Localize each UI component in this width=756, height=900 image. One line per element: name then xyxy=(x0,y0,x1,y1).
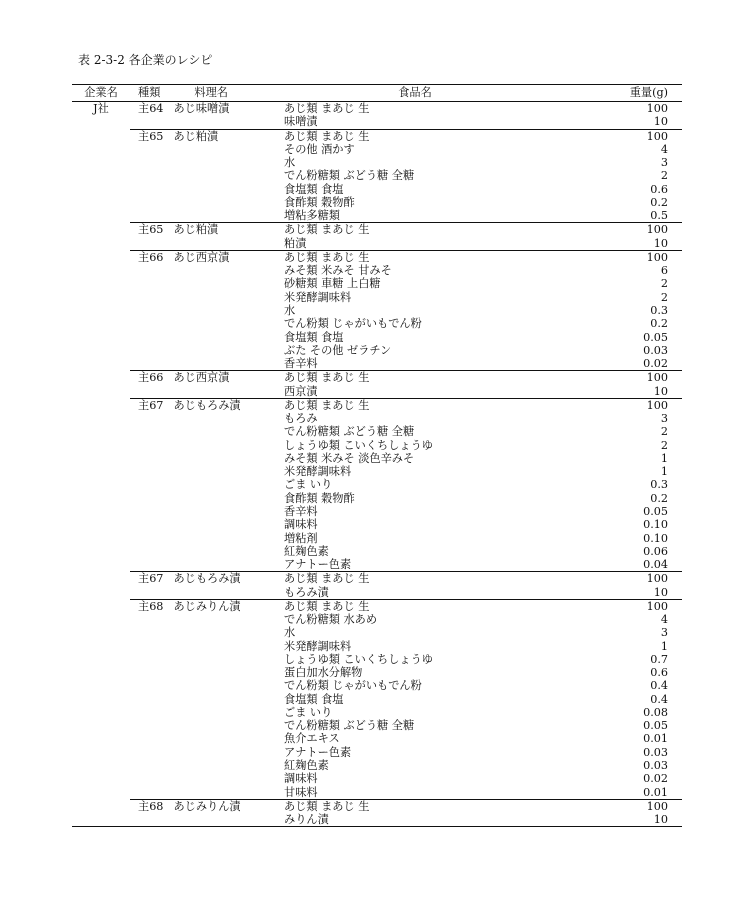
food-name: 水 xyxy=(284,303,296,317)
weight-cell xyxy=(550,129,682,223)
food-weight: 0.4 xyxy=(650,679,668,693)
company-cell xyxy=(72,102,130,130)
recipe-code: 主64 xyxy=(138,102,164,115)
food-name: あじ類 まあじ 生 xyxy=(284,250,370,264)
food-name: あじ類 まあじ 生 xyxy=(284,799,370,813)
food-name: 食酢類 穀物酢 xyxy=(284,491,355,505)
recipe-cell xyxy=(130,223,280,251)
food-weight: 0.08 xyxy=(643,705,668,719)
dish-name: あじ粕漬 xyxy=(173,223,219,237)
food-name: 魚介エキス xyxy=(284,732,340,746)
recipe-cell xyxy=(130,599,280,799)
food-weight: 100 xyxy=(646,102,668,115)
food-name: 食塩類 食塩 xyxy=(284,692,344,706)
weight-cell xyxy=(550,799,682,827)
food-name: あじ類 まあじ 生 xyxy=(284,223,370,237)
food-weight: 1 xyxy=(660,639,668,653)
food-name: でん粉糖類 水あめ xyxy=(284,613,378,627)
recipe-code: 主65 xyxy=(138,129,164,143)
recipe-code: 主67 xyxy=(138,398,164,412)
food-name: 食酢類 穀物酢 xyxy=(284,195,355,209)
food-name: 食塩類 食塩 xyxy=(284,330,344,344)
food-weight: 0.03 xyxy=(643,759,668,773)
dish-name: あじ西京漬 xyxy=(173,371,230,385)
recipe-code: 主68 xyxy=(138,799,164,813)
food-cell xyxy=(280,799,550,827)
recipe-cell xyxy=(130,250,280,370)
recipe-cell xyxy=(130,102,280,130)
food-name: ごま いり xyxy=(284,705,333,719)
food-weight: 10 xyxy=(653,585,668,599)
header-weight: 重量(g) xyxy=(629,86,668,99)
dish-name: あじもろみ漬 xyxy=(173,572,241,586)
food-weight: 3 xyxy=(660,156,668,170)
food-weight: 0.6 xyxy=(650,666,668,680)
food-weight: 0.05 xyxy=(643,330,668,344)
food-name: 蛋白加水分解物 xyxy=(284,666,363,680)
food-cell xyxy=(280,250,550,370)
food-name: 味噌漬 xyxy=(284,115,318,129)
recipe-group-row xyxy=(72,572,682,600)
recipe-group-row xyxy=(72,398,682,571)
recipe-code: 主65 xyxy=(138,223,164,237)
food-weight: 100 xyxy=(646,250,668,264)
food-weight: 0.01 xyxy=(643,732,668,746)
food-weight: 0.03 xyxy=(643,343,668,357)
food-name: 甘味料 xyxy=(284,785,318,799)
company-cell xyxy=(72,129,130,223)
dish-name: あじみりん漬 xyxy=(173,599,241,613)
food-weight: 100 xyxy=(646,398,668,412)
food-name: 香辛料 xyxy=(284,357,318,371)
weight-cell xyxy=(550,572,682,600)
food-weight: 100 xyxy=(646,799,668,813)
food-name: アナトー色素 xyxy=(284,745,352,759)
food-name: しょうゆ類 こいくちしょうゆ xyxy=(284,652,433,666)
food-name: ぶた その他 ゼラチン xyxy=(284,343,392,357)
company-cell xyxy=(72,572,130,600)
recipe-group-row xyxy=(72,599,682,799)
food-weight: 2 xyxy=(660,277,668,291)
food-weight: 0.10 xyxy=(643,531,668,545)
company-cell xyxy=(72,371,130,399)
food-weight: 3 xyxy=(660,412,668,426)
food-cell xyxy=(280,599,550,799)
company-cell xyxy=(72,799,130,827)
food-weight: 6 xyxy=(660,264,668,278)
food-weight: 10 xyxy=(653,115,668,129)
weight-cell xyxy=(550,599,682,799)
header-dish: 料理名 xyxy=(194,86,228,99)
food-cell xyxy=(280,398,550,571)
food-name: 紅麹色素 xyxy=(284,544,329,558)
food-name: でん粉類 じゃがいもでん粉 xyxy=(284,679,422,693)
food-weight: 0.01 xyxy=(643,785,668,799)
dish-name: あじ西京漬 xyxy=(173,250,230,264)
food-name: 紅麹色素 xyxy=(284,759,329,773)
food-cell xyxy=(280,223,550,251)
recipe-group-row xyxy=(72,799,682,827)
recipe-group-row xyxy=(72,371,682,399)
food-weight: 0.2 xyxy=(650,317,668,331)
food-name: 調味料 xyxy=(284,518,318,532)
food-weight: 0.02 xyxy=(643,772,668,786)
food-name: あじ類 まあじ 生 xyxy=(284,102,370,115)
dish-name: あじもろみ漬 xyxy=(173,398,241,412)
food-weight: 0.6 xyxy=(650,182,668,196)
food-name: アナトー色素 xyxy=(284,558,352,572)
food-name: もろみ漬 xyxy=(284,585,329,599)
weight-cell xyxy=(550,223,682,251)
food-name: 西京漬 xyxy=(284,384,318,398)
food-weight: 4 xyxy=(660,613,668,627)
company-cell xyxy=(72,398,130,571)
food-weight: 2 xyxy=(660,438,668,452)
food-cell xyxy=(280,129,550,223)
food-weight: 0.04 xyxy=(643,558,668,572)
header-type: 種類 xyxy=(138,86,161,99)
food-weight: 10 xyxy=(653,384,668,398)
header-food: 食品名 xyxy=(398,86,432,99)
food-weight: 1 xyxy=(660,465,668,479)
recipe-cell xyxy=(130,572,280,600)
food-name: 増粘剤 xyxy=(284,531,318,545)
food-weight: 0.2 xyxy=(650,491,668,505)
recipe-code: 主67 xyxy=(138,572,164,586)
recipe-cell xyxy=(130,371,280,399)
food-weight: 4 xyxy=(660,142,668,156)
food-name: 水 xyxy=(284,626,296,640)
food-name: 香辛料 xyxy=(284,504,318,518)
weight-cell xyxy=(550,371,682,399)
food-weight: 2 xyxy=(660,169,668,183)
recipe-group-row xyxy=(72,250,682,370)
recipe-code: 主66 xyxy=(138,371,164,385)
table-header xyxy=(72,85,682,102)
food-weight: 0.4 xyxy=(650,692,668,706)
food-weight: 100 xyxy=(646,129,668,143)
food-name: あじ類 まあじ 生 xyxy=(284,572,370,586)
food-name: みそ類 米みそ 淡色辛みそ xyxy=(284,451,415,465)
food-name: 水 xyxy=(284,156,296,170)
food-weight: 100 xyxy=(646,572,668,586)
food-weight: 10 xyxy=(653,236,668,250)
food-cell xyxy=(280,371,550,399)
dish-name: あじ味噌漬 xyxy=(173,102,230,115)
food-weight: 0.10 xyxy=(643,518,668,532)
food-name: でん粉糖類 ぶどう糖 全糖 xyxy=(284,169,415,183)
recipe-cell xyxy=(130,799,280,827)
recipe-code: 主68 xyxy=(138,599,164,613)
food-weight: 0.3 xyxy=(650,303,668,317)
recipe-cell xyxy=(130,398,280,571)
food-name: あじ類 まあじ 生 xyxy=(284,599,370,613)
food-name: でん粉糖類 ぶどう糖 全糖 xyxy=(284,719,415,733)
dish-name: あじみりん漬 xyxy=(173,799,241,813)
weight-cell xyxy=(550,102,682,130)
company-name: J社 xyxy=(93,102,109,115)
header-type-dish xyxy=(130,85,280,102)
food-weight: 0.06 xyxy=(643,544,668,558)
food-name: その他 酒かす xyxy=(284,142,355,156)
food-name: 砂糖類 車糖 上白糖 xyxy=(284,277,381,291)
food-weight: 0.2 xyxy=(650,195,668,209)
food-name: あじ類 まあじ 生 xyxy=(284,129,370,143)
food-name: 米発酵調味料 xyxy=(284,465,352,479)
food-weight: 2 xyxy=(660,290,668,304)
food-weight: 0.03 xyxy=(643,745,668,759)
header-row xyxy=(72,85,682,102)
header-company: 企業名 xyxy=(84,86,118,99)
food-name: あじ類 まあじ 生 xyxy=(284,398,370,412)
food-weight: 0.7 xyxy=(650,652,668,666)
food-weight: 0.02 xyxy=(643,357,668,371)
food-name: みそ類 米みそ 甘みそ xyxy=(284,264,392,278)
recipe-table xyxy=(72,84,682,827)
recipe-code: 主66 xyxy=(138,250,164,264)
food-weight: 0.05 xyxy=(643,504,668,518)
company-cell xyxy=(72,250,130,370)
food-name: でん粉糖類 ぶどう糖 全糖 xyxy=(284,425,415,439)
food-weight: 0.3 xyxy=(650,478,668,492)
table-caption: 表 2-3-2 各企業のレシピ xyxy=(78,53,213,67)
food-weight: 0.5 xyxy=(650,209,668,223)
food-name: でん粉類 じゃがいもでん粉 xyxy=(284,317,422,331)
food-name: 食塩類 食塩 xyxy=(284,182,344,196)
dish-name: あじ粕漬 xyxy=(173,129,219,143)
food-name: 粕漬 xyxy=(284,236,307,250)
recipe-group-row xyxy=(72,102,682,130)
food-name: ごま いり xyxy=(284,478,333,492)
recipe-group-row xyxy=(72,129,682,223)
weight-cell xyxy=(550,398,682,571)
food-name: 米発酵調味料 xyxy=(284,639,352,653)
food-name: 増粘多糖類 xyxy=(284,209,340,223)
food-weight: 100 xyxy=(646,223,668,237)
food-name: 調味料 xyxy=(284,772,318,786)
food-weight: 0.05 xyxy=(643,719,668,733)
food-weight: 3 xyxy=(660,626,668,640)
food-cell xyxy=(280,102,550,130)
table-body xyxy=(72,102,682,827)
recipe-group-row xyxy=(72,223,682,251)
food-name: 米発酵調味料 xyxy=(284,290,352,304)
company-cell xyxy=(72,223,130,251)
food-name: みりん漬 xyxy=(284,813,329,827)
recipe-cell xyxy=(130,129,280,223)
weight-cell xyxy=(550,250,682,370)
food-weight: 1 xyxy=(660,451,668,465)
food-name: もろみ xyxy=(284,412,318,426)
food-name: しょうゆ類 こいくちしょうゆ xyxy=(284,438,433,452)
company-cell xyxy=(72,599,130,799)
food-cell xyxy=(280,572,550,600)
food-weight: 10 xyxy=(653,813,668,827)
food-weight: 100 xyxy=(646,599,668,613)
food-weight: 2 xyxy=(660,425,668,439)
food-name: あじ類 まあじ 生 xyxy=(284,371,370,385)
food-weight: 100 xyxy=(646,371,668,385)
